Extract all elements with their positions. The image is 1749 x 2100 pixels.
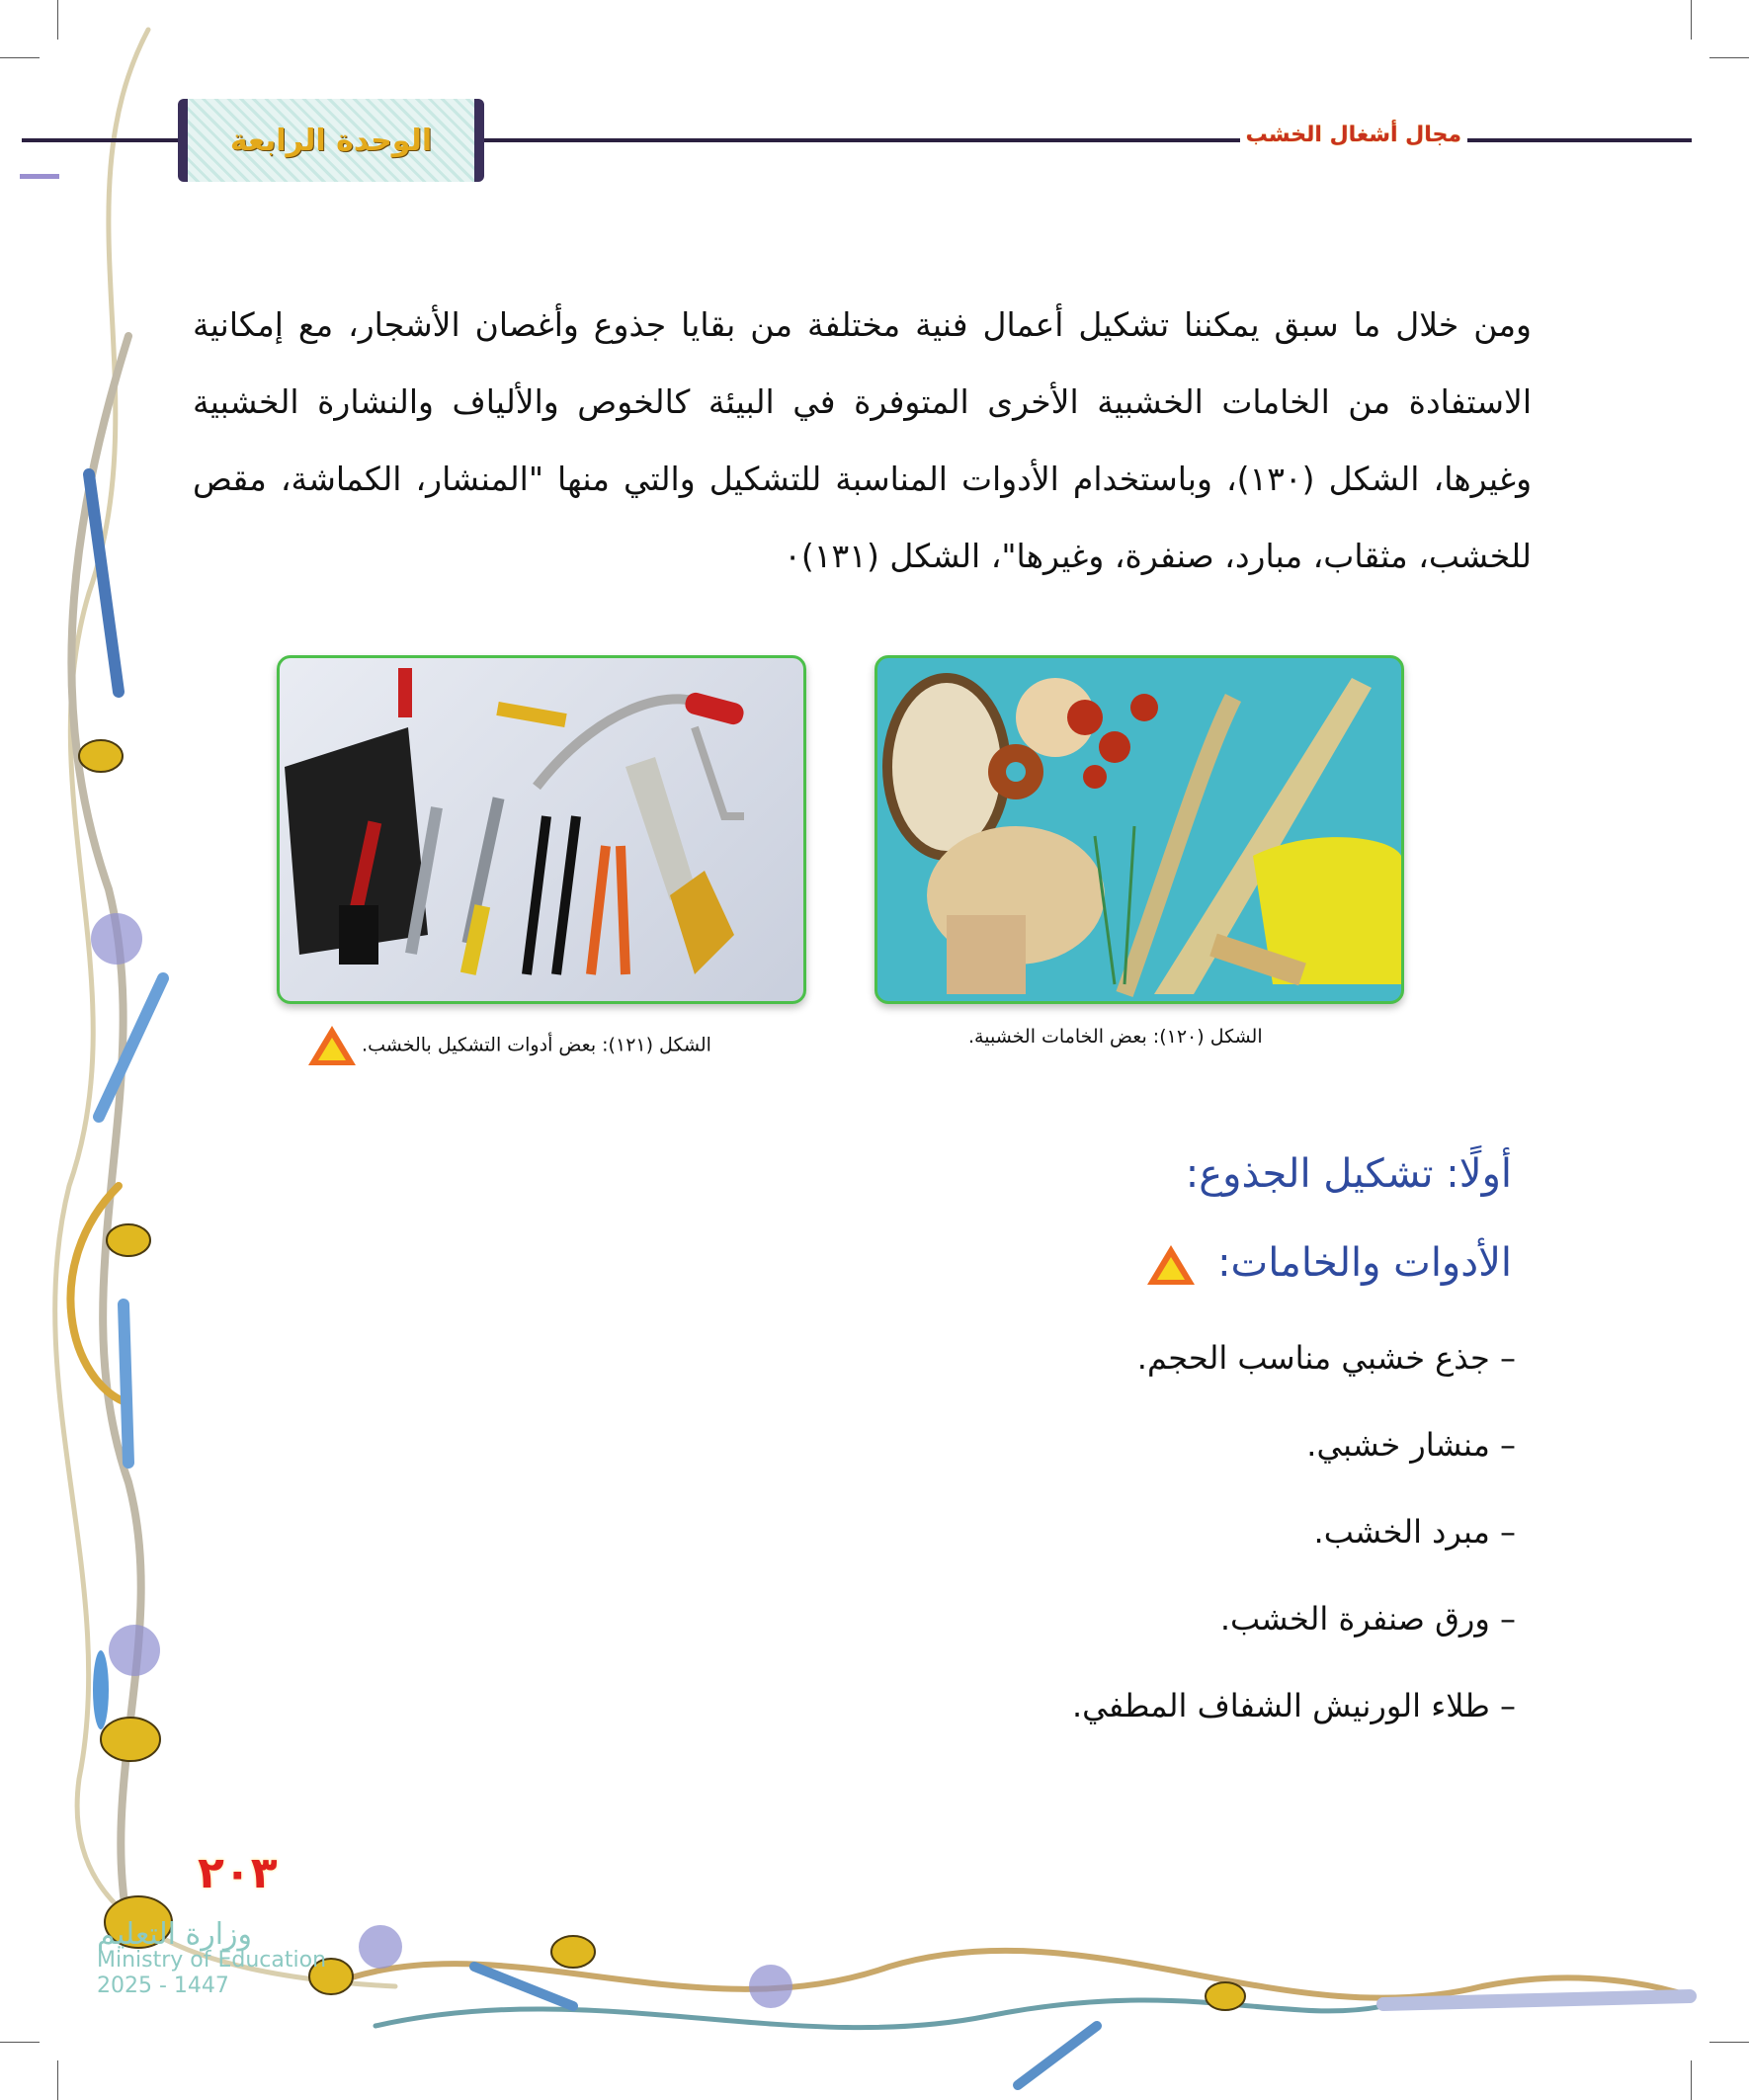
ministry-english: Ministry of Education (97, 1948, 327, 1973)
intro-paragraph: ومن خلال ما سبق يمكننا تشكيل أعمال فنية مختلفة من بقايا جذوع وأغصان الأشجار، مع إمكانية الاستفادة من الخامات الخشبية الأخرى المتوفرة في البيئة كالخوص والألياف والنشارة الخشبية وغيرها، الشكل (١٣٠)، وباستخدام الأدوات المناسبة للتشكيل والتي منها "المنشار، الكماشة، مقص للخشب، مثقاب، مبارد، صنفرة، وغيرها"، الشكل (١٣١)٠ (193, 305, 1533, 575)
ministry-year: 2025 - 1447 (97, 1974, 229, 1998)
ministry-arabic: وزارة التعليم (97, 1917, 253, 1952)
figure-tools-photo (277, 655, 806, 1004)
domain-title: مجال أشغال الخشب (1240, 123, 1467, 147)
unit-banner (178, 99, 484, 182)
ministry-watermark (97, 1917, 327, 1999)
figure-120-caption: الشكل (١٢٠): بعض الخامات الخشبية. (968, 1026, 1263, 1048)
warning-triangle-icon (308, 1026, 356, 1065)
figure-121-caption (308, 1026, 711, 1065)
page-number: ٢٠٣ (198, 1848, 278, 1898)
materials-illustration (877, 658, 1401, 1001)
list-item: – مبرد الخشب. (1313, 1513, 1516, 1551)
section-subheading (1147, 1240, 1512, 1286)
list-item: – ورق صنفرة الخشب. (1219, 1600, 1516, 1638)
list-item: – منشار خشبي. (1306, 1426, 1516, 1464)
subheading-text: الأدوات والخامات: (1217, 1240, 1512, 1286)
side-marker (20, 174, 59, 179)
tools-illustration (280, 658, 803, 1001)
list-item: – طلاء الورنيش الشفاف المطفي. (1072, 1687, 1516, 1724)
list-item: – جذع خشبي مناسب الحجم. (1136, 1339, 1516, 1377)
caption-text: الشكل (١٢١): بعض أدوات التشكيل بالخشب. (362, 1034, 711, 1056)
unit-title: الوحدة الرابعة (229, 123, 433, 158)
figure-materials-photo (874, 655, 1404, 1004)
section-heading: أولًا: تشكيل الجذوع: (1185, 1151, 1512, 1197)
warning-triangle-icon (1147, 1245, 1195, 1285)
